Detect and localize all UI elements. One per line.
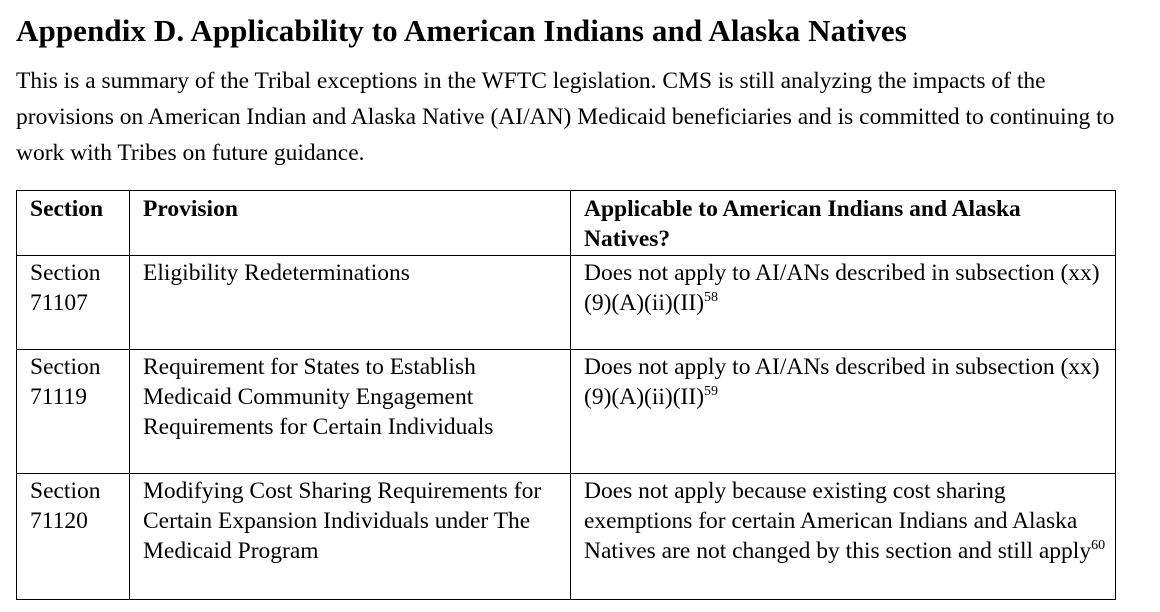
table-row bbox=[17, 256, 1116, 350]
table-header-row bbox=[17, 191, 1116, 256]
footnote-ref[interactable]: 58 bbox=[704, 290, 719, 305]
cell-section: Section 71120 bbox=[17, 474, 130, 600]
table-row bbox=[17, 350, 1116, 474]
applicable-text: Does not apply to AI/ANs described in subsection (xx)(9)(A)(ii)(II) bbox=[584, 354, 1100, 410]
cell-section: Section 71119 bbox=[17, 350, 130, 474]
cell-provision: Modifying Cost Sharing Requirements for Certain Expansion Individuals under The Medicaid Program bbox=[130, 474, 571, 600]
document-page bbox=[16, 0, 1146, 564]
cell-section: Section 71107 bbox=[17, 256, 130, 350]
appendix-heading: Appendix D. Applicability to American Indians and Alaska Natives bbox=[16, 13, 907, 48]
footnote-ref[interactable]: 60 bbox=[1091, 538, 1106, 553]
table-row bbox=[17, 474, 1116, 600]
header-section: Section bbox=[17, 191, 130, 256]
intro-paragraph: This is a summary of the Tribal exceptions in the WFTC legislation. CMS is still analyzing the impacts of the provisions on American Indian and Alaska Native (AI/AN) Medicaid beneficiaries and is committed to continuing to work with Tribes on future guidance. bbox=[16, 68, 1115, 166]
header-provision: Provision bbox=[130, 191, 571, 256]
footnote-ref[interactable]: 59 bbox=[704, 384, 719, 399]
cell-provision: Requirement for States to Establish Medicaid Community Engagement Requirements for Certain Individuals bbox=[130, 350, 571, 474]
header-applicable: Applicable to American Indians and Alaska Natives? bbox=[571, 191, 1116, 256]
applicable-text: Does not apply because existing cost sharing exemptions for certain American Indians and Alaska Natives are not changed by this section and still apply bbox=[584, 478, 1092, 564]
cell-applicable bbox=[571, 256, 1116, 350]
cell-provision: Eligibility Redeterminations bbox=[130, 256, 571, 350]
tribal-exceptions-table bbox=[16, 190, 1116, 600]
cell-applicable bbox=[571, 350, 1116, 474]
applicable-text: Does not apply to AI/ANs described in subsection (xx)(9)(A)(ii)(II) bbox=[584, 260, 1100, 316]
cell-applicable bbox=[571, 474, 1116, 600]
